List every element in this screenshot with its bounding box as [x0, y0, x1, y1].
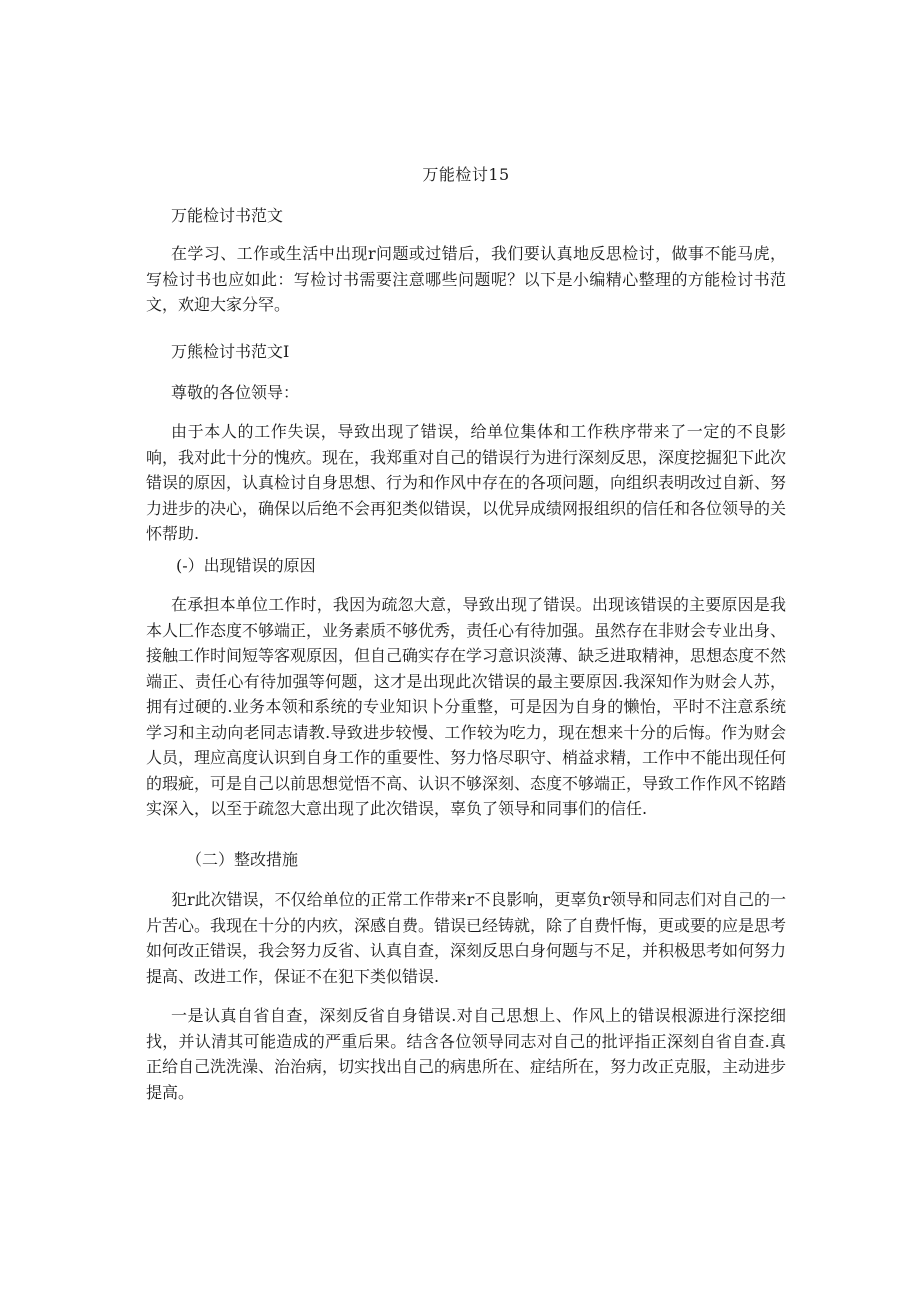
intro-paragraph: 在学习、工作或生活中出现r问题或过错后，我们要认真地反思检讨，做事不能马虎，写检讨书也应如此：写检讨书需要注意哪些问题呢？以下是小编精心整理的方能检讨书范文，欢迎大家分罕。 [146, 244, 786, 314]
paragraph-3: 犯r此次错误，不仅给单位的正常工作带来r不良影响，更辜负r领导和同志们对自己的一片苦心。我现在十分的内疚，深感自费。错误已经铸就，除了自费忏悔，更或要的应是思考如何改正错误，我会努力反省、认真自查，深刻反思白身何题与不足，并积极思考如何努力提高、改进工作，保证不在犯下类似错误. [146, 890, 787, 986]
salutation: 尊敬的各位领导： [171, 383, 300, 402]
heading-reasons: (-）出现错误的原因 [176, 556, 316, 575]
document-title: 万能检讨15 [422, 165, 510, 184]
paragraph-2: 在承担本单位工作时，我因为疏忽大意，导致出现了错误。出现该错误的主要原因是我本人匚作态度不够端正，业务素质不够优秀，责任心有待加强。虽然存在非财会专业出身、接触工作时间短等客观原因，但自己确实存在学习意识淡薄、缺乏进取精神，思想态度不然端正、责任心有待加强等何题，这才是出现此次错误的最主要原因.我深知作为财会人苏，拥有过硬的.业务本领和系统的专业知识卜分重整，可是因为自身的懒怡，平时不注意系统学习和主动向老同志请教.导致进步较慢、工作较为吃力，现在想来十分的后悔。作为财会人员，理应高度认识到自身工作的重要性、努力恪尽职守、梢益求精，工作中不能出现任何的瑕疵，可是自己以前思想觉悟不高、认识不够深刻、态度不够端正，导致工作作风不铭踏实深入，以至于疏忽大意出现了此次错误，辜负了领导和同事们的信任. [146, 595, 787, 818]
heading-measures: （二）整改措施 [186, 850, 299, 869]
section-title: 万熊检讨书范文I [171, 342, 290, 361]
paragraph-4: 一是认真自省自查，深刻反省自身错误.对自己思想上、作风上的错误根源进行深挖细找，并认清其可能造成的严重后果。结含各位领导同志对自己的批评指正深刻自省自查.真正给自己洗洗澡、治治病，切实找出自己的病患所在、症结所在，努力改正克服，主动进步提高。 [146, 1006, 787, 1102]
paragraph-1: 由于本人的工作失误，导致出现了错误，给单位集体和工作秩序带来了一定的不良影响，我对此十分的愧疚。现在，我郑重对自己的错误行为进行深刻反思，深度挖掘犯下此次错误的原因，认真检讨自身思想、行为和作风中存在的各项问题，向组织表明改过自新、努力进步的决心，确保以后绝不会再犯类似错误，以优异成绩网报组织的信任和各位领导的关怀帮助. [146, 422, 787, 543]
document-subtitle: 万能检讨书范文 [171, 206, 284, 225]
